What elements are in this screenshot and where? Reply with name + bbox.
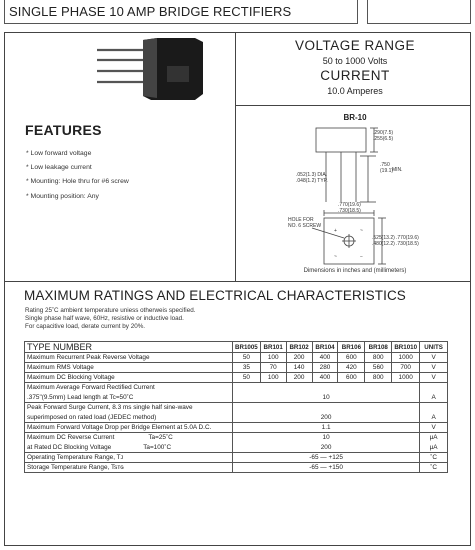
cell: 10 bbox=[233, 433, 420, 443]
cell: 280 bbox=[312, 363, 338, 373]
cell: 200 bbox=[233, 413, 420, 423]
rating-note: For capacitive load, derate current by 20%. bbox=[25, 323, 146, 330]
package-name: BR-10 bbox=[343, 113, 367, 122]
current-value: 10.0 Amperes bbox=[327, 86, 383, 96]
cell: 600 bbox=[338, 373, 365, 383]
cell: 200 bbox=[286, 353, 312, 363]
row-label: Peak Forward Surge Current, 8.3 ms single half sine-wave bbox=[25, 403, 233, 413]
svg-text:~: ~ bbox=[334, 254, 337, 260]
dim-pin-spacing: .525(13.2) .480(12.2) bbox=[372, 235, 395, 247]
row-label: Maximum Average Forward Rectified Current bbox=[25, 383, 233, 393]
table-row bbox=[25, 393, 448, 403]
row-label: Maximum Recurrent Peak Reverse Voltage bbox=[25, 353, 233, 363]
unit-cell: ˚C bbox=[420, 463, 448, 473]
voltage-range-value: 50 to 1000 Volts bbox=[322, 56, 388, 66]
cell: 800 bbox=[365, 373, 392, 383]
features-heading: FEATURES bbox=[25, 122, 102, 138]
column-header: BR102 bbox=[286, 342, 312, 353]
unit-cell: ˚C bbox=[420, 453, 448, 463]
column-header: TYPE NUMBER bbox=[25, 342, 233, 353]
row-label-text: Maximum DC Reverse Current bbox=[27, 434, 115, 442]
cell: 10 bbox=[233, 393, 420, 403]
row-label: Maximum DC Blocking Voltage bbox=[25, 373, 233, 383]
dim-lead-length: .750 (19.1) bbox=[380, 162, 394, 174]
voltage-range-title: VOLTAGE RANGE bbox=[294, 38, 416, 53]
current-title: CURRENT bbox=[320, 68, 390, 83]
table-row bbox=[25, 383, 448, 393]
cell: 35 bbox=[233, 363, 261, 373]
row-label bbox=[25, 433, 233, 443]
feature-item: * Mounting: Hole thru for #6 screw bbox=[26, 178, 129, 185]
row-label: Operating Temperature Range, Tᴊ bbox=[25, 453, 233, 463]
dim-min: MIN. bbox=[392, 167, 403, 173]
table-row bbox=[25, 413, 448, 423]
unit-cell: A bbox=[420, 413, 448, 423]
svg-text:~: ~ bbox=[360, 228, 363, 234]
ratings-table bbox=[24, 341, 448, 473]
cell: 140 bbox=[286, 363, 312, 373]
rating-note: Rating 25˚C ambient temperature uniess otherweis specified. bbox=[25, 307, 196, 314]
cell: 70 bbox=[260, 363, 286, 373]
feature-item: * Low forward voltage bbox=[26, 150, 92, 157]
svg-text:−: − bbox=[360, 254, 363, 260]
cell: 400 bbox=[312, 373, 338, 383]
document-title: SINGLE PHASE 10 AMP BRIDGE RECTIFIERS bbox=[9, 4, 292, 19]
cell: 200 bbox=[233, 443, 420, 453]
cell: -65 — +150 bbox=[233, 463, 420, 473]
row-label bbox=[25, 443, 233, 453]
cell: 50 bbox=[233, 373, 261, 383]
column-header: BR104 bbox=[312, 342, 338, 353]
unit-cell bbox=[420, 403, 448, 413]
dim-body-width: .770(19.6) .730(18.5) bbox=[338, 202, 361, 214]
cell: 100 bbox=[260, 353, 286, 363]
column-header: BR101 bbox=[260, 342, 286, 353]
unit-cell: μA bbox=[420, 433, 448, 443]
row-label: superimposed on rated load (JEDEC method) bbox=[25, 413, 233, 423]
table-row bbox=[25, 433, 448, 443]
table-row bbox=[25, 463, 448, 473]
table-row bbox=[25, 363, 448, 373]
dimension-note: Dimensions in inches and (millimeters) bbox=[303, 268, 407, 274]
column-header: BR1010 bbox=[392, 342, 420, 353]
dim-lead-diameter: .052(1.3) DIA. .048(1.2) TYP. bbox=[296, 172, 328, 184]
unit-cell: A bbox=[420, 393, 448, 403]
cell: 420 bbox=[338, 363, 365, 373]
feature-item: * Low leakage current bbox=[26, 164, 92, 171]
cell: 800 bbox=[365, 353, 392, 363]
cell: 100 bbox=[260, 373, 286, 383]
table-row bbox=[25, 423, 448, 433]
unit-cell: V bbox=[420, 353, 448, 363]
table-row bbox=[25, 403, 448, 413]
row-label: Storage Temperature Range, Tsᴛɢ bbox=[25, 463, 233, 473]
svg-text:+: + bbox=[334, 228, 337, 234]
section-divider bbox=[4, 281, 471, 282]
condition-text: Ta=25˚C bbox=[148, 434, 173, 442]
cell bbox=[233, 403, 420, 413]
dim-top-width: .290(7.5) .255(6.5) bbox=[373, 130, 394, 142]
row-label: Maximum RMS Voltage bbox=[25, 363, 233, 373]
cell: 50 bbox=[233, 353, 261, 363]
rectifier-package-image bbox=[95, 38, 205, 108]
cell: 1000 bbox=[392, 353, 420, 363]
feature-item: * Mounting position: Any bbox=[26, 193, 99, 200]
condition-text: Ta=100˚C bbox=[143, 443, 172, 451]
cell: 1000 bbox=[392, 373, 420, 383]
cell: 200 bbox=[286, 373, 312, 383]
cell: 700 bbox=[392, 363, 420, 373]
table-row bbox=[25, 443, 448, 453]
cell: 560 bbox=[365, 363, 392, 373]
cell: 600 bbox=[338, 353, 365, 363]
unit-cell: μA bbox=[420, 443, 448, 453]
logo-box bbox=[367, 0, 471, 24]
unit-cell: V bbox=[420, 363, 448, 373]
unit-cell: V bbox=[420, 373, 448, 383]
column-header: UNITS bbox=[420, 342, 448, 353]
ratings-divider bbox=[235, 105, 471, 106]
cell bbox=[233, 383, 420, 393]
table-header-row bbox=[25, 342, 448, 353]
row-label: Maximum Forward Voltage Drop per Bridge Element at 5.0A D.C. bbox=[25, 423, 233, 433]
rating-note: Single phase half wave, 60Hz, resistive or inductive load. bbox=[25, 315, 184, 322]
dimension-drawing bbox=[236, 120, 474, 270]
dim-mounting-hole: HOLE FOR NO. 6 SCREW bbox=[288, 217, 322, 229]
row-label: .375"(9.5mm) Lead length at Tc=50˚C bbox=[25, 393, 233, 403]
table-row bbox=[25, 353, 448, 363]
cell: 1.1 bbox=[233, 423, 420, 433]
unit-cell bbox=[420, 383, 448, 393]
table-row bbox=[25, 373, 448, 383]
row-label-text: at Rated DC Blocking Voltage bbox=[27, 443, 112, 451]
table-row bbox=[25, 453, 448, 463]
cell: -65 — +125 bbox=[233, 453, 420, 463]
column-header: BR1005 bbox=[233, 342, 261, 353]
max-ratings-heading: MAXIMUM RATINGS AND ELECTRICAL CHARACTERISTICS bbox=[24, 288, 406, 303]
dim-body-height: .770(19.6) .730(18.5) bbox=[396, 235, 419, 247]
column-header: BR106 bbox=[338, 342, 365, 353]
cell: 400 bbox=[312, 353, 338, 363]
unit-cell: V bbox=[420, 423, 448, 433]
column-header: BR108 bbox=[365, 342, 392, 353]
